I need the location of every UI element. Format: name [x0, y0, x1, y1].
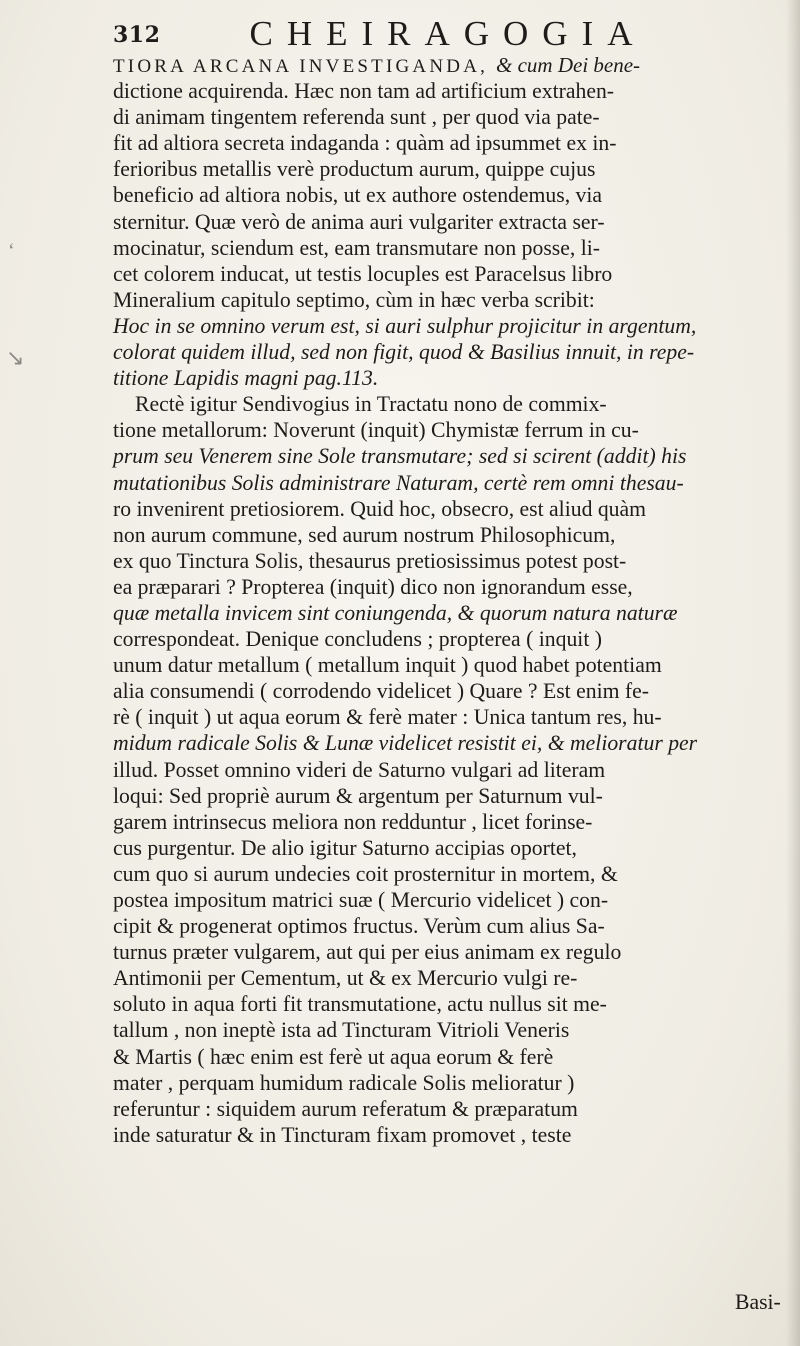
text-line-content: titione Lapidis magni pag.113. [113, 366, 379, 391]
text-line [113, 313, 768, 339]
text-line-content: cet colorem inducat, ut testis locuples est Paracelsus libro [113, 261, 613, 286]
margin-mark: ‘ [8, 240, 15, 262]
text-line [113, 339, 768, 365]
text-line [113, 965, 768, 991]
text-line-content: Mineralium capitulo septimo, cùm in hæc verba scribit: [113, 287, 595, 312]
text-line-content: prum seu Venerem sine Sole transmutare; sed si scirent (addit) his [113, 444, 687, 469]
text-line-content: colorat quidem illud, sed non figit, quod & Basilius innuit, in repe- [113, 340, 695, 365]
catchword: Basi- [735, 1290, 781, 1314]
running-title: CHEIRAGOGIA [249, 14, 647, 53]
text-line [113, 730, 768, 756]
text-line [113, 365, 768, 391]
text-line-content: alia consumendi ( corrodendo videlicet ) Quare ? Est enim fe- [113, 679, 649, 704]
text-line-content: cus purgentur. De alio igitur Saturno accipias oportet, [113, 835, 577, 860]
text-line [113, 548, 768, 574]
text-line-content: rè ( inquit ) ut aqua eorum & ferè mater : Unica tantum res, hu- [113, 705, 662, 730]
text-line-content: quæ metalla invicem sint coniungenda, & quorum natura naturæ [113, 600, 678, 625]
text-line [113, 417, 768, 443]
text-line [113, 156, 768, 182]
text-line [113, 496, 768, 522]
text-line-content: ferioribus metallis verè productum aurum, quippe cujus [113, 157, 596, 182]
text-line [113, 182, 768, 208]
text-line-italic: & cum Dei bene- [496, 53, 641, 77]
text-line-content: referuntur : siquidem aurum referatum & præparatum [113, 1096, 578, 1121]
text-line [113, 887, 768, 913]
text-line-content: Hoc in se omnino verum est, si auri sulphur projicitur in argentum, [113, 313, 697, 338]
text-line [113, 809, 768, 835]
text-line-content: Rectè igitur Sendivogius in Tractatu nono de commix- [135, 392, 607, 417]
margin-mark: ↘ [6, 345, 25, 370]
page-edge-shadow [786, 0, 800, 1346]
text-line [113, 574, 768, 600]
text-line [113, 1017, 768, 1043]
text-line-content: mutationibus Solis administrare Naturam, certè rem omni thesau- [113, 470, 684, 495]
text-line [113, 1122, 768, 1148]
text-line [113, 757, 768, 783]
text-line [113, 443, 768, 469]
text-line [113, 1070, 768, 1096]
text-line [113, 991, 768, 1017]
text-line [113, 913, 768, 939]
body-text [113, 52, 768, 1148]
text-line [113, 130, 768, 156]
text-line [113, 783, 768, 809]
text-line [113, 209, 768, 235]
text-line-content: mocinatur, sciendum est, eam transmutare non posse, li- [113, 235, 600, 260]
text-line-content: non aurum commune, sed aurum nostrum Philosophicum, [113, 522, 616, 547]
text-line-content: garem intrinsecus meliora non redduntur , licet forinse- [113, 809, 593, 834]
page-number: 312 [113, 22, 161, 48]
text-line-content: Antimonii per Cementum, ut & ex Mercurio vulgi re- [113, 966, 578, 991]
text-line-content: loqui: Sed propriè aurum & argentum per Saturnum vul- [113, 783, 603, 808]
text-line [113, 626, 768, 652]
text-line-content: tallum , non ineptè ista ad Tincturam Vitrioli Veneris [113, 1018, 570, 1043]
text-line-content: soluto in aqua forti fit transmutatione, actu nullus sit me- [113, 992, 607, 1017]
text-line-content: dictione acquirenda. Hæc non tam ad artificium extrahen- [113, 79, 615, 104]
text-line [113, 522, 768, 548]
text-line [113, 939, 768, 965]
text-line-content: correspondeat. Denique concludens ; propterea ( inquit ) [113, 627, 602, 652]
text-line-content: ea præparari ? Propterea (inquit) dico non ignorandum esse, [113, 574, 633, 599]
text-line [113, 52, 768, 78]
text-line [113, 652, 768, 678]
text-line-content: sternitur. Quæ verò de anima auri vulgariter extracta ser- [113, 209, 605, 234]
text-line-content: inde saturatur & in Tincturam fixam promovet , teste [113, 1122, 572, 1147]
text-line [113, 835, 768, 861]
text-line [113, 1096, 768, 1122]
text-line-content: & Martis ( hæc enim est ferè ut aqua eorum & ferè [113, 1044, 554, 1069]
text-line-content: cipit & progenerat optimos fructus. Verùm cum alius Sa- [113, 914, 605, 939]
text-line-content: tione metallorum: Noverunt (inquit) Chymistæ ferrum in cu- [113, 418, 639, 443]
text-line-content: ex quo Tinctura Solis, thesaurus pretiosissimus potest post- [113, 548, 627, 573]
text-line-content: illud. Posset omnino videri de Saturno vulgari ad literam [113, 757, 606, 782]
text-line [113, 261, 768, 287]
text-line-content: turnus præter vulgarem, aut qui per eius animam ex regulo [113, 940, 622, 965]
text-line [113, 600, 768, 626]
text-line-content: cum quo si aurum undecies coit prosternitur in mortem, & [113, 861, 618, 886]
text-line-content: di animam tingentem referenda sunt , per quod via pate- [113, 105, 600, 130]
text-line [113, 470, 768, 496]
text-line [113, 104, 768, 130]
text-line-content: TIORA ARCANA INVESTIGANDA, [113, 56, 497, 77]
text-line-content: beneficio ad altiora nobis, ut ex authore ostendemus, via [113, 183, 603, 208]
text-line-content: fit ad altiora secreta indaganda : quàm ad ipsummet ex in- [113, 131, 617, 156]
text-line-content: midum radicale Solis & Lunæ videlicet resistit ei, & melioratur per [113, 731, 698, 756]
text-line [113, 861, 768, 887]
text-line [113, 1044, 768, 1070]
text-line-content: postea impositum matrici suæ ( Mercurio videlicet ) con- [113, 888, 609, 912]
text-line-content: mater , perquam humidum radicale Solis melioratur ) [113, 1070, 575, 1095]
text-line [113, 391, 768, 417]
text-line-content: unum datur metallum ( metallum inquit ) quod habet potentiam [113, 653, 662, 678]
text-line [113, 704, 768, 730]
page-header [113, 14, 763, 56]
text-line [113, 78, 768, 104]
text-line [113, 235, 768, 261]
text-line [113, 678, 768, 704]
text-line [113, 287, 768, 313]
text-line-content: ro invenirent pretiosiorem. Quid hoc, obsecro, est aliud quàm [113, 496, 647, 521]
